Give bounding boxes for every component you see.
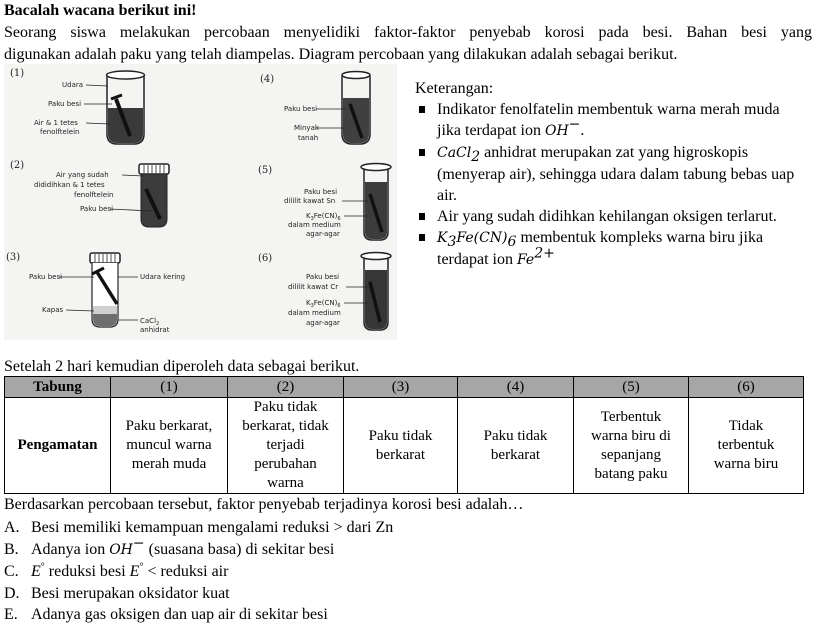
tube-number: (2) [10, 160, 25, 171]
label: dalam medium [288, 309, 341, 317]
math-sup: − [132, 535, 145, 552]
cell-line: warna biru di [591, 427, 671, 444]
cell-line: Paku tidak [368, 427, 433, 444]
label: agar-agar [306, 230, 340, 238]
table-header-cell: (6) [689, 377, 804, 398]
cell-line: sepanjang [601, 446, 661, 463]
label: Paku besi [306, 273, 340, 281]
cell-line: Tidak [728, 418, 764, 434]
experiment-diagram [4, 64, 397, 340]
tube-4 [260, 72, 370, 145]
option-d[interactable] [4, 583, 393, 605]
table-cell [689, 398, 804, 494]
table-header-cell: (5) [574, 377, 689, 398]
label: fenolftelein [40, 128, 80, 136]
label: Air & 1 tetes [34, 119, 78, 127]
math-sub: 6 [507, 234, 517, 251]
option-letter: B. [4, 540, 19, 558]
note-text: anhidrat merupakan zat yang higroskopis [480, 144, 749, 161]
note-text: (menyerap air), sehingga udara dalam tabung bebas uap [437, 166, 795, 183]
intro-line-1: Seorang siswa melakukan percobaan menyelidiki faktor-faktor penyebab korosi pada besi. Bahan besi yang [4, 24, 812, 41]
math-symbol: E [31, 563, 41, 580]
math-formula: K [437, 230, 448, 246]
tube-2 [10, 160, 169, 227]
cell-line: berkarat, tidak [242, 418, 329, 434]
note-item [415, 142, 815, 206]
note-text: air. [437, 187, 457, 204]
note-item [415, 227, 815, 271]
option-text: Besi memiliki kemampuan mengalami reduksi > dari Zn [31, 519, 394, 536]
note-text: Indikator fenolfatelin membentuk warna merah muda [437, 101, 780, 118]
label: Air yang sudah [56, 171, 109, 179]
label: $K_3Fe(CN)_6$ [306, 299, 341, 309]
option-b[interactable] [4, 535, 393, 562]
tube-number: (5) [258, 165, 273, 176]
label: Udara [62, 81, 84, 89]
option-text: (suasana basa) di sekitar besi [144, 540, 335, 558]
label: dididihkan & 1 tetes [34, 181, 105, 189]
cell-line: Terbentuk [600, 408, 662, 425]
option-letter: D. [4, 584, 20, 602]
bullet-icon [419, 213, 425, 220]
table-cell [344, 398, 458, 494]
option-c[interactable] [4, 561, 393, 583]
tube-number: (1) [10, 68, 25, 79]
option-text: Adanya gas oksigen dan uap air di sekitar besi [31, 606, 328, 623]
cell-line: berkarat [375, 446, 426, 463]
reading-instruction: Bacalah wacana berikut ini! [4, 2, 197, 19]
notes-panel [415, 78, 815, 271]
option-letter: C. [4, 563, 19, 580]
cell-line: Paku tidak [253, 399, 318, 415]
math-sup: ° [139, 561, 144, 573]
table-header-cell: Tabung [5, 377, 111, 398]
cell-line: muncul warna [126, 437, 212, 453]
label: Minyak [294, 124, 319, 132]
option-text: Adanya ion [31, 540, 110, 558]
label: CaCl$_2$ [140, 317, 160, 327]
note-text: membentuk kompleks warna biru jika [516, 229, 764, 246]
cell-line: perubahan [254, 456, 317, 472]
note-text: terdapat ion [437, 251, 517, 268]
notes-list [415, 99, 815, 271]
label: Paku besi [304, 188, 338, 196]
table-header-row [5, 377, 804, 398]
math-sup: ° [40, 561, 45, 573]
tube-5 [258, 164, 391, 241]
option-letter: A. [4, 519, 20, 536]
tube-number: (3) [6, 252, 21, 263]
tube-6 [258, 253, 391, 331]
math-ion: OH [544, 123, 569, 139]
math-formula: CaCl [437, 145, 472, 161]
option-text: reduksi besi [44, 563, 130, 580]
cell-line: terjadi [266, 437, 305, 453]
label: Paku besi [284, 105, 318, 113]
label: Kapas [42, 306, 64, 314]
cell-line: terbentuk [717, 437, 775, 453]
math-ion: OH [109, 541, 133, 558]
table-header-cell: (4) [458, 377, 574, 398]
note-text: Air yang sudah didihkan kehilangan oksigen terlarut. [437, 208, 777, 225]
tube-number: (4) [260, 74, 275, 85]
label: $K_3Fe(CN)_6$ [306, 212, 341, 222]
table-cell [458, 398, 574, 494]
bullet-icon [419, 106, 425, 113]
option-e[interactable] [4, 604, 393, 626]
cell-line: berkarat [490, 446, 541, 463]
note-text: . [580, 122, 585, 139]
label: dililit kawat Sn [284, 197, 336, 205]
observation-table [4, 376, 804, 494]
label: Paku besi [80, 205, 114, 213]
cell-line: batang paku [594, 465, 668, 482]
option-letter: E. [4, 606, 18, 623]
label: fenolftelein [74, 191, 114, 199]
table-row [5, 398, 804, 494]
table-cell [111, 398, 228, 494]
label: dalam medium [288, 221, 341, 229]
label: Paku besi [48, 100, 82, 108]
label: anhidrat [140, 326, 170, 334]
label: agar-agar [306, 319, 340, 327]
table-cell [574, 398, 689, 494]
label: Paku besi [29, 273, 63, 281]
tube-number: (6) [258, 253, 273, 264]
note-text: jika terdapat ion [437, 122, 545, 139]
cell-line: Paku berkarat, [125, 418, 213, 434]
math-symbol: E [129, 563, 140, 580]
math-sub: 2 [471, 149, 481, 166]
note-item [415, 206, 815, 227]
label: Udara kering [140, 273, 186, 281]
option-text: Besi merupakan oksidator kuat [31, 584, 230, 602]
label: tanah [298, 134, 319, 142]
bullet-icon [419, 149, 425, 156]
option-text: < reduksi air [143, 563, 229, 580]
answer-options [4, 517, 393, 626]
math-sub: 3 [447, 234, 457, 251]
cell-line: Paku tidak [483, 427, 548, 444]
intro-line-2: digunakan adalah paku yang telah diampelas. Diagram percobaan yang dilakukan adalah sebagai berikut. [4, 46, 678, 63]
math-sup: 2+ [534, 245, 555, 262]
table-header-cell: (2) [228, 377, 344, 398]
question-text: Berdasarkan percobaan tersebut, faktor penyebab terjadinya korosi besi adalah… [4, 496, 524, 513]
math-formula: Fe(CN) [456, 230, 508, 246]
bullet-icon [419, 234, 425, 241]
tube-1 [10, 68, 145, 144]
cell-line: warna biru [713, 456, 779, 472]
notes-heading: Keterangan: [415, 80, 494, 97]
table-header-cell: (1) [111, 377, 228, 398]
table-header-cell: (3) [344, 377, 458, 398]
note-item [415, 99, 815, 142]
label: dililit kawat Cr [288, 283, 339, 291]
cell-line: warna [267, 475, 304, 491]
table-cell [228, 398, 344, 494]
results-intro: Setelah 2 hari kemudian diperoleh data sebagai berikut. [4, 358, 360, 375]
tube-3 [6, 252, 185, 334]
math-sup: − [568, 116, 581, 133]
math-ion: Fe [516, 252, 535, 268]
option-a[interactable] [4, 517, 393, 539]
intro-paragraph [4, 22, 812, 66]
row-label: Pengamatan [5, 398, 111, 494]
cell-line: merah muda [131, 456, 207, 472]
